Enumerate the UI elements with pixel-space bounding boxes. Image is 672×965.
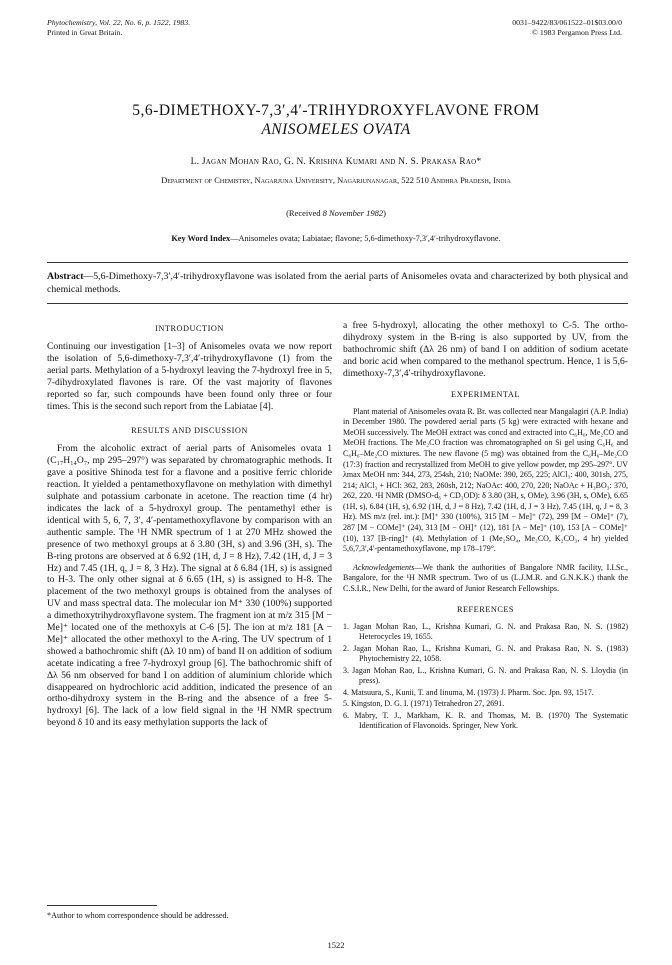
intro-heading: INTRODUCTION (155, 324, 224, 333)
divider-top (47, 262, 628, 263)
article-title (0, 101, 672, 139)
affiliation: Department of Chemistry, Nagarjuna University, Nagarjunanagar, 522 510 Andhra Pradesh, India (161, 175, 511, 185)
keywords-text: —Anisomeles ovata; Labiatae; flavone; 5,6-dimethoxy-7,3′,4′-trihydroxyflavone. (230, 234, 501, 243)
results-heading: RESULTS AND DISCUSSION (131, 426, 248, 436)
reference-item: 2. Jagan Mohan Rao, L., Krishna Kumari, G. N. and Prakasa Rao, N. S. (1983) Phytochemistry 22, 1058. (343, 643, 628, 664)
received-date (0, 208, 672, 218)
experimental-heading: EXPERIMENTAL (451, 389, 520, 399)
intro-paragraph: Continuing our investigation [1–3] of Anisomeles ovata we now report the isolation of 5,6-dimethoxy-7,3′,4′-trihydroxyflavone (1) from the aerial parts. Methylation of a 5-hydroxyl leaving the 7-hydroxyl free in 5, 7-dihydroxylated flavones is rare. Of the vast majority of flavones reported so far, such compounds have been found only three or four times. This is the second such report from the Labiatae [4]. (47, 341, 332, 412)
results-paragraph: From the alcoholic extract of aerial parts of Anisomeles ovata 1 (C₁₇H₁₄O₇, mp 295–297°) was separated by chromatographic methods. It gave a positive Shinoda test for a flavone and a positive ferric chloride reaction. It yielded a pentamethoxyflavone on methylation with dimethyl sulphate and potassium carbonate in acetone. The reaction time (4 hr) indicates the lack of a 5-hydroxyl group. The pentamethyl ether is identical with 5, 6, 7, 3′, 4′-pentamethoxyflavone by comparison with an authentic sample. The ¹H NMR spectrum of 1 at 270 MHz showed the presence of two methoxyl groups at δ 3.80 (3H, s) and 3.96 (3H, s). The B-ring protons are observed at δ 6.92 (1H, d, J = 8 Hz), 7.42 (1H, d, J = 3 Hz) and 7.45 (1H, q, J = 8, 3 Hz). The signal at δ 6.84 (1H, s) is assigned to H-3. The only other signal at δ 6.65 (1H, s) is assigned to H-8. The placement of the two methoxyl groups is obtained from the analyses of UV and mass spectral data. The molecular ion M⁺ 330 (100%) supported a dimethoxytrihydroxyflavone system. The fragment ion at m/z 315 [M − Me]⁺ located one of the methoxyls at C-6 [5]. The ion at m/z 181 [A − Me]⁺ allocated the other methoxyl to the A-ring. The UV spectrum of 1 showed a bathochromic shift (Δλ 10 nm) of band II on addition of sodium acetate indicating a free 7-hydroxyl group [6]. The bathochromic shift of Δλ 56 nm observed for band I on addition of aluminium chloride which disappeared on hydrochloric acid addition, indicated the presence of an ortho-dihydroxy system in the B-ring and the absence of a free 5-hydroxyl [6]. The lack of a low field signal in the ¹H NMR spectrum beyond δ 10 and its easy methylation supports the lack of (47, 443, 332, 729)
copyright: © 1983 Pergamon Press Ltd. (531, 28, 622, 37)
journal-header-right (512, 18, 622, 38)
acknowledgements-text: —We thank the authorities of Bangalore NMR facility, I.I.Sc., Bangalore, for the ¹H NMR spectrum. Two of us (L.J.M.R. and G.N.K.K.) thank the C.S.I.R., New Delhi, for the award of Junior Research Fellowships. (343, 562, 628, 594)
received-open: (Received (286, 208, 323, 218)
abstract-label: Abstract (47, 271, 84, 282)
abstract-text: —5,6-Dimethoxy-7,3′,4′-trihydroxyflavone was isolated from the aerial parts of Anisomeles ovata and characterized by both physical and chemical methods. (47, 271, 628, 295)
received-close: ) (383, 208, 386, 218)
results-continued-paragraph: a free 5-hydroxyl, allocating the other methoxyl to C-5. The ortho-dihydroxy system in the B-ring is also supported by UV, from the bathochromic shift (Δλ 26 nm) of band I on addition of sodium acetate and boric acid when compared to the methanol spectrum. Hence, 1 is 5,6-dimethoxy-7,3′,4′-trihydroxyflavone. (343, 320, 628, 379)
title-line-1: 5,6-DIMETHOXY-7,3′,4′-TRIHYDROXYFLAVONE FROM (132, 102, 540, 119)
divider-bottom (47, 303, 628, 304)
experimental-paragraph: Plant material of Anisomeles ovata R. Br. was collected near Mangalagiri (A.P. India) in December 1980. The powdered aerial parts (5 kg) were extracted with hexane and MeOH successively. The MeOH extract was concd and extracted into C₆H₆, Me₂CO and MeOH fractions. The Me₂CO fraction was chromatographed on Si gel using C₆H₆ and C₆H₆–Me₂CO mixtures. The new flavone (5 mg) was obtained from the C₆H₆–Me₂CO (17:3) fraction and recrystallized from MeOH to give yellow powder, mp 295–297°. UV λmax MeOH nm: 344, 273, 254sh, 210; NaOMe: 390, 265, 225; AlCl₃: 400, 301sh, 275, 214; AlCl₃ + HCl: 362, 283, 260sh, 212; NaOAc: 400, 270, 220; NaOAc + H₃BO₃: 370, 262, 220. ¹H NMR (DMSO-d₆ + CD₃OD): δ 3.80 (3H, s, OMe), 3.96 (3H, s, OMe), 6.65 (1H, s), 6.84 (1H, s), 6.92 (1H, d, J = 8 Hz), 7.42 (1H, d, J = 3 Hz), 7.45 (1H, q, J = 8, 3 Hz). MS m/z (rel. int.): [M]⁺ 330 (100%), 315 [M − Me]⁺ (72), 299 [M − OMe]⁺ (7), 287 [M − COMe]⁺ (24), 313 [M − OH]⁺ (12), 181 [A − Me]⁺ (10), 153 [A − COMe]⁺ (10), 137 [B-ring]⁺ (4). Methylation of 1 (Me₂SO₄, Me₂CO, K₂CO₃, 4 hr) yielded 5,6,7,3′,4′-pentamethoxyflavone, mp 178–179°. (343, 406, 628, 554)
keywords (0, 234, 672, 243)
footnote-divider (47, 905, 157, 906)
journal-header-left (47, 18, 190, 38)
reference-item: 1. Jagan Mohan Rao, L., Krishna Kumari, G. N. and Prakasa Rao, N. S. (1982) Heterocycles 19, 1655. (343, 621, 628, 642)
left-column (47, 320, 332, 729)
article-code: 0031–9422/83/061522–01$03.00/0 (512, 18, 622, 27)
reference-item: 4. Matsuura, S., Kunii, T. and Iinuma, M. (1973) J. Pharm. Soc. Jpn. 93, 1517. (343, 687, 594, 697)
journal-citation: Phytochemistry, Vol. 22, No. 6, p. 1522, 1983. (47, 18, 191, 27)
reference-item: 5. Kingston, D. G. I. (1971) Tetrahedron 27, 2691. (343, 699, 505, 709)
abstract (47, 270, 628, 296)
received-date-value: 8 November 1982 (322, 208, 384, 218)
authors: L. Jagan Mohan Rao, G. N. Krishna Kumari and N. S. Prakasa Rao* (190, 156, 482, 167)
printed-in: Printed in Great Britain. (47, 28, 123, 37)
reference-item: 6. Mabry, T. J., Markham, K. R. and Thomas, M. B. (1970) The Systematic Identification of Flavonoids. Springer, New York. (343, 710, 628, 731)
acknowledgements-label: Acknowledgements (353, 562, 415, 572)
keywords-label: Key Word Index (171, 234, 231, 243)
acknowledgements (343, 563, 628, 595)
title-line-2: ANISOMELES OVATA (261, 121, 411, 138)
reference-item: 3. Jagan Mohan Rao, L., Krishna Kumari, G. N. and Prakasa Rao, N. S. Lloydia (in press). (343, 665, 628, 686)
references-heading: REFERENCES (456, 604, 515, 614)
footnote: *Author to whom correspondence should be addressed. (47, 911, 229, 920)
page-number: 1522 (327, 940, 345, 950)
references-list (343, 622, 628, 732)
right-column (343, 320, 628, 733)
